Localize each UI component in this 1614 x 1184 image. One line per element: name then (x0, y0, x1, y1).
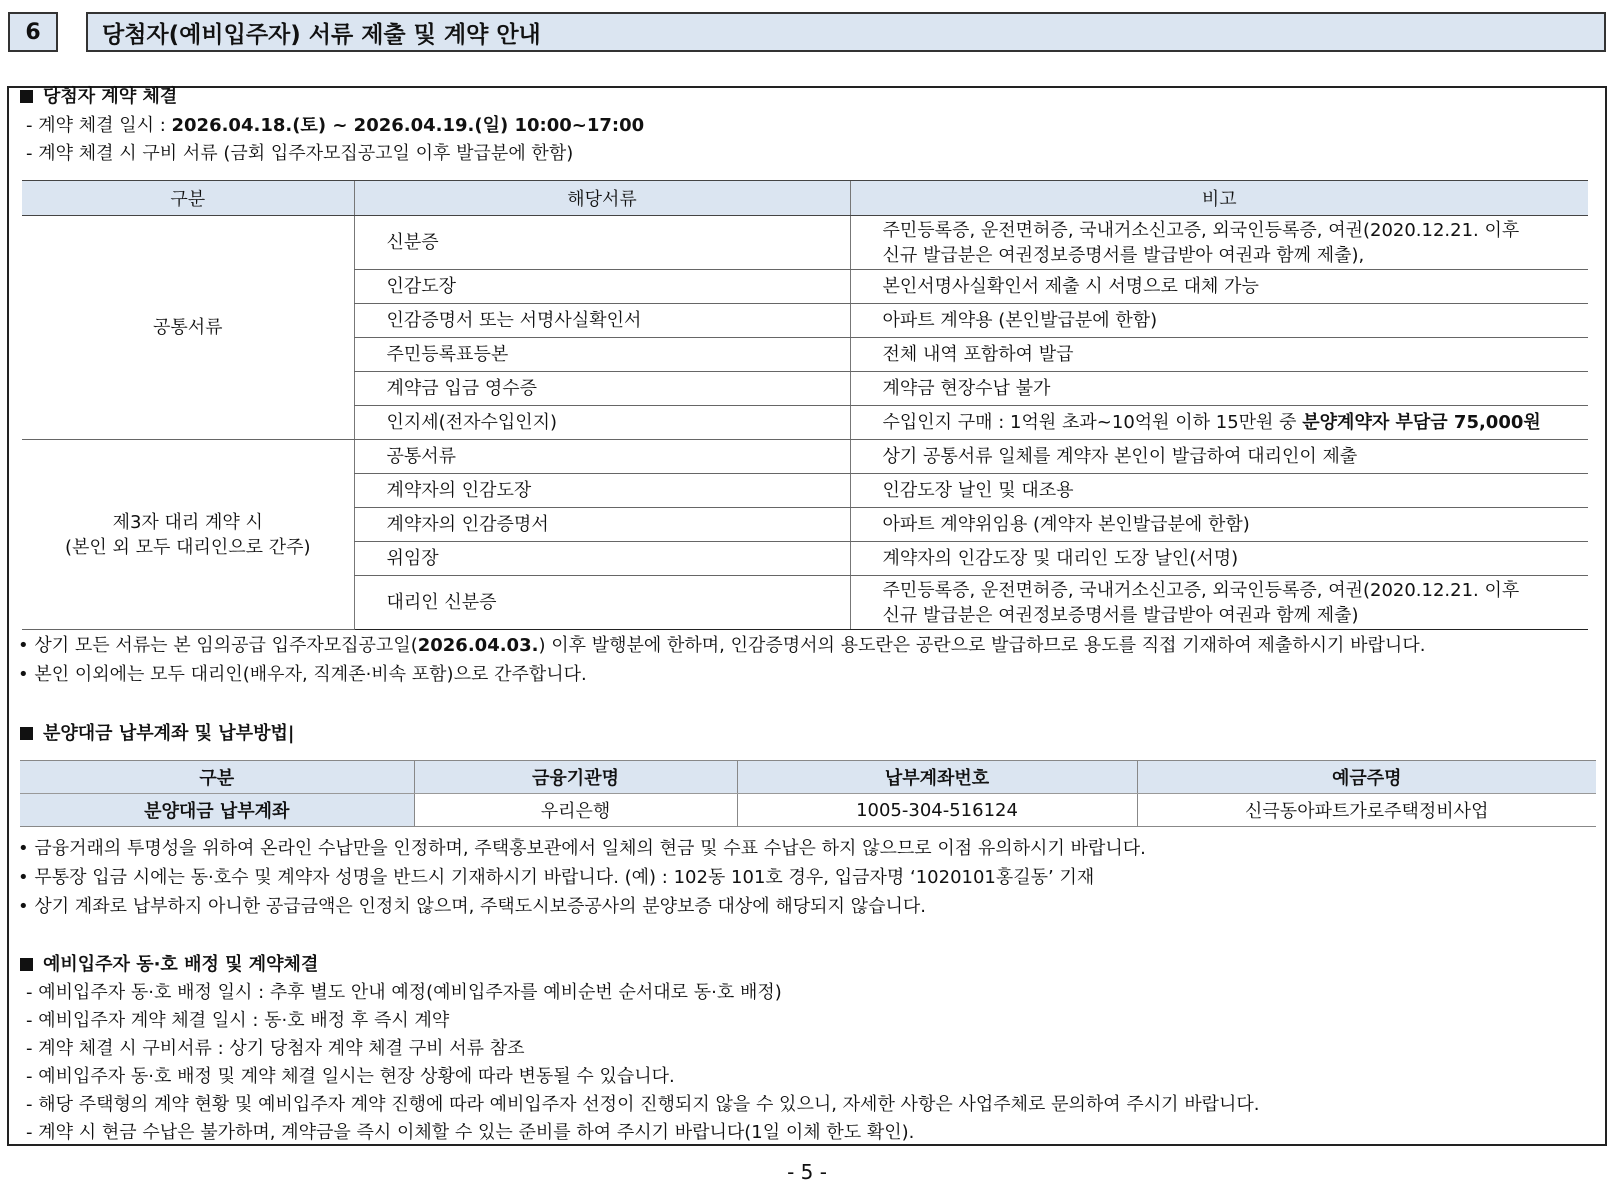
note-cell: 주민등록증, 운전면허증, 국내거소신고증, 외국인등록증, 여권(2020.12.21. 이후 신규 발급분은 여권정보증명서를 발급받아 여권과 함께 제출) (850, 576, 1588, 630)
doc-cell: 위임장 (354, 542, 850, 576)
section-number: 6 (8, 12, 58, 52)
header-category: 구분 (20, 761, 414, 794)
contract-documents-table (22, 180, 1588, 630)
account-holder: 신극동아파트가로주택정비사업 (1137, 794, 1596, 827)
contract-heading: 당첨자 계약 체결 (20, 86, 177, 108)
square-bullet-icon (20, 90, 33, 103)
doc-cell: 인감증명서 또는 서명사실확인서 (354, 304, 850, 338)
payment-heading: 분양대금 납부계좌 및 납부방법| (20, 723, 294, 745)
note-cell: 전체 내역 포함하여 발급 (850, 338, 1588, 372)
note-cell: 상기 공통서류 일체를 계약자 본인이 발급하여 대리인이 제출 (850, 440, 1588, 474)
reserve-item: - 예비입주자 동·호 배정 일시 : 추후 별도 안내 예정(예비입주자를 예비순번 순서대로 동·호 배정) (26, 982, 782, 1003)
contract-docs-label: - 계약 체결 시 구비 서류 (금회 입주자모집공고일 이후 발급분에 한함) (26, 143, 574, 164)
contract-note-2: • 본인 이외에는 모두 대리인(배우자, 직계존·비속 포함)으로 간주합니다. (18, 664, 587, 685)
note-cell: 아파트 계약위임용 (계약자 본인발급분에 한함) (850, 508, 1588, 542)
table-row (20, 794, 1596, 827)
table-header-row (22, 181, 1588, 216)
doc-cell: 신분증 (354, 216, 850, 270)
header-bank: 금융기관명 (414, 761, 737, 794)
payment-note-2: • 무통장 입금 시에는 동·호수 및 계약자 성명을 반드시 기재하시기 바랍니다. (예) : 102동 101호 경우, 입금자명 ‘1020101홍길동’ 기재 (18, 867, 1095, 888)
reserve-heading: 예비입주자 동·호 배정 및 계약체결 (20, 954, 318, 976)
note-cell: 아파트 계약용 (본인발급분에 한함) (850, 304, 1588, 338)
note-cell: 계약금 현장수납 불가 (850, 372, 1588, 406)
square-bullet-icon (20, 727, 33, 740)
page-number: - 5 - (787, 1160, 827, 1184)
contract-note-1: • 상기 모든 서류는 본 임의공급 입주자모집공고일(2026.04.03.) 이후 발행분에 한하며, 인감증명서의 용도란은 공란으로 발급하므로 용도를 직접 기재하여 제출하시기 바랍니다. (18, 635, 1426, 656)
payment-note-1: • 금융거래의 투명성을 위하여 온라인 수납만을 인정하며, 주택홍보관에서 일체의 현금 및 수표 수납은 하지 않으므로 이점 유의하시기 바랍니다. (18, 838, 1146, 859)
header-note: 비고 (850, 181, 1588, 216)
doc-cell: 대리인 신분증 (354, 576, 850, 630)
header-account-holder: 예금주명 (1137, 761, 1596, 794)
account-number: 1005-304-516124 (737, 794, 1137, 827)
group-common-docs: 공통서류 (22, 216, 354, 440)
doc-cell: 주민등록표등본 (354, 338, 850, 372)
square-bullet-icon (20, 958, 33, 971)
reserve-item: - 예비입주자 동·호 배정 및 계약 체결 일시는 현장 상황에 따라 변동될 수 있습니다. (26, 1066, 675, 1087)
note-cell: 인감도장 날인 및 대조용 (850, 474, 1588, 508)
reserve-item: - 계약 체결 시 구비서류 : 상기 당첨자 계약 체결 구비 서류 참조 (26, 1038, 525, 1059)
note-cell: 본인서명사실확인서 제출 시 서명으로 대체 가능 (850, 270, 1588, 304)
table-header-row (20, 761, 1596, 794)
reserve-item: - 예비입주자 계약 체결 일시 : 동·호 배정 후 즉시 계약 (26, 1010, 450, 1031)
header-category: 구분 (22, 181, 354, 216)
table-row (22, 440, 1588, 474)
doc-cell: 인지세(전자수입인지) (354, 406, 850, 440)
row-label: 분양대금 납부계좌 (20, 794, 414, 827)
doc-cell: 계약금 입금 영수증 (354, 372, 850, 406)
note-cell: 주민등록증, 운전면허증, 국내거소신고증, 외국인등록증, 여권(2020.12.21. 이후 신규 발급분은 여권정보증명서를 발급받아 여권과 함께 제출), (850, 216, 1588, 270)
doc-cell: 계약자의 인감증명서 (354, 508, 850, 542)
note-cell: 계약자의 인감도장 및 대리인 도장 날인(서명) (850, 542, 1588, 576)
doc-cell: 인감도장 (354, 270, 850, 304)
table-row (22, 216, 1588, 270)
group-proxy-docs: 제3자 대리 계약 시 (본인 외 모두 대리인으로 간주) (22, 440, 354, 630)
header-document: 해당서류 (354, 181, 850, 216)
header-account-number: 납부계좌번호 (737, 761, 1137, 794)
doc-cell: 공통서류 (354, 440, 850, 474)
section-title: 당첨자(예비입주자) 서류 제출 및 계약 안내 (86, 12, 1606, 52)
payment-note-3: • 상기 계좌로 납부하지 아니한 공급금액은 인정치 않으며, 주택도시보증공사의 분양보증 대상에 해당되지 않습니다. (18, 896, 926, 917)
payment-account-table (20, 760, 1596, 827)
reserve-item: - 해당 주택형의 계약 현황 및 예비입주자 계약 진행에 따라 예비입주자 선정이 진행되지 않을 수 있으니, 자세한 사항은 사업주체로 문의하여 주시기 바랍니다. (26, 1094, 1260, 1115)
bank-name: 우리은행 (414, 794, 737, 827)
contract-date-line: - 계약 체결 일시 : 2026.04.18.(토) ~ 2026.04.19.(일) 10:00~17:00 (26, 115, 645, 136)
note-cell: 수입인지 구매 : 1억원 초과~10억원 이하 15만원 중 분양계약자 부담금 75,000원 (850, 406, 1588, 440)
reserve-item: - 계약 시 현금 수납은 불가하며, 계약금을 즉시 이체할 수 있는 준비를 하여 주시기 바랍니다(1일 이체 한도 확인). (26, 1122, 915, 1143)
doc-cell: 계약자의 인감도장 (354, 474, 850, 508)
